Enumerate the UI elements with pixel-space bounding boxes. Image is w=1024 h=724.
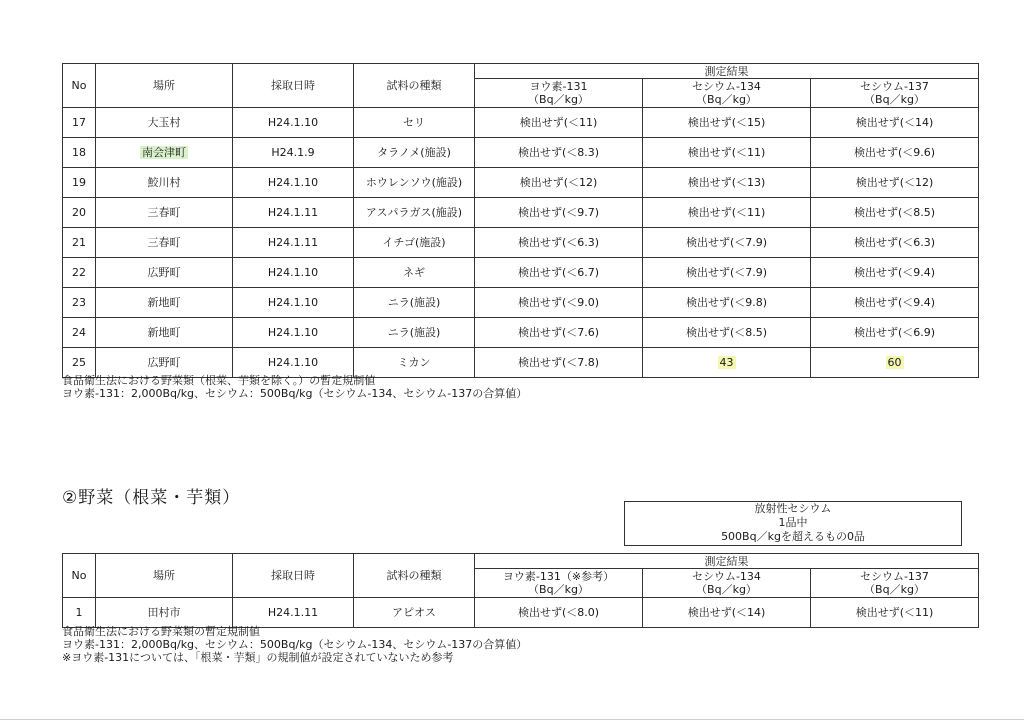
header-i131 [475,569,643,598]
cell-no: 17 [63,108,96,138]
cell-i131: 検出せず(＜12) [475,168,643,198]
cell-sample: ネギ [354,258,475,288]
cell-cs137 [811,348,979,378]
note-line: ヨウ素-131：2,000Bq/kg、セシウム：500Bq/kg（セシウム-134、セシウム-137の合算値） [62,638,528,651]
cell-i131: 検出せず(＜9.7) [475,198,643,228]
note-line: ※ヨウ素-131については、「根菜・芋類」の規制値が設定されていないため参考 [62,651,454,664]
cell-cs134: 検出せず(＜13) [643,168,811,198]
cell-cs137: 検出せず(＜6.9) [811,318,979,348]
cell-date: H24.1.11 [233,198,354,228]
header-place: 場所 [96,64,233,108]
summary-line: 500Bq／kgを超えるもの0品 [721,530,865,543]
cell-no: 20 [63,198,96,228]
header-date: 採取日時 [233,64,354,108]
header-i131-unit: （Bq／kg） [528,93,589,106]
cell-no: 19 [63,168,96,198]
cell-no: 23 [63,288,96,318]
cell-i131: 検出せず(＜6.3) [475,228,643,258]
cell-sample: ホウレンソウ(施設) [354,168,475,198]
header-result: 測定結果 [475,554,979,569]
header-cs134-label: セシウム-134 [692,80,761,93]
cell-date: H24.1.10 [233,288,354,318]
cell-date: H24.1.10 [233,318,354,348]
header-no: No [63,554,96,598]
table-row [63,168,979,198]
cell-cs134: 検出せず(＜7.9) [643,258,811,288]
cell-date: H24.1.11 [233,598,354,628]
cell-sample: セリ [354,108,475,138]
cell-place: 新地町 [96,318,233,348]
cell-sample: タラノメ(施設) [354,138,475,168]
header-i131-unit: （Bq／kg） [528,583,589,596]
cell-place: 新地町 [96,288,233,318]
cell-cs137: 検出せず(＜9.6) [811,138,979,168]
cell-cs134 [643,348,811,378]
header-cs134 [643,79,811,108]
cell-sample: ニラ(施設) [354,288,475,318]
cell-i131: 検出せず(＜11) [475,108,643,138]
header-cs134-unit: （Bq／kg） [696,93,757,106]
header-i131-label: ヨウ素-131 [529,80,588,93]
header-date: 採取日時 [233,554,354,598]
header-cs134-label: セシウム-134 [692,570,761,583]
header-i131 [475,79,643,108]
cell-no: 25 [63,348,96,378]
cell-date: H24.1.10 [233,108,354,138]
detected-value: 60 [887,356,902,369]
cell-i131: 検出せず(＜8.0) [475,598,643,628]
page-divider [0,719,1024,720]
highlighted-place: 南会津町 [142,146,186,159]
cell-place [96,138,233,168]
summary-line: 1品中 [778,516,808,529]
cell-cs137: 検出せず(＜6.3) [811,228,979,258]
summary-box [624,501,962,546]
cell-i131: 検出せず(＜7.8) [475,348,643,378]
cell-cs134: 検出せず(＜14) [643,598,811,628]
header-cs134 [643,569,811,598]
cell-cs134: 検出せず(＜11) [643,138,811,168]
cell-date: H24.1.11 [233,228,354,258]
cell-sample: イチゴ(施設) [354,228,475,258]
table-row [63,288,979,318]
header-cs137-label: セシウム-137 [860,570,929,583]
cell-sample: ニラ(施設) [354,318,475,348]
note-line: 食品衛生法における野菜類（根菜、芋類を除く。）の暫定規制値 [62,374,376,387]
cell-no: 22 [63,258,96,288]
cell-place: 広野町 [96,348,233,378]
cell-cs137: 検出せず(＜8.5) [811,198,979,228]
cell-date: H24.1.10 [233,168,354,198]
header-cs137-unit: （Bq／kg） [864,583,925,596]
cell-cs137: 検出せず(＜9.4) [811,258,979,288]
table-row [63,108,979,138]
cell-place: 三春町 [96,228,233,258]
cell-date: H24.1.10 [233,258,354,288]
section-heading: ②野菜（根菜・芋類） [62,488,241,508]
cell-cs134: 検出せず(＜15) [643,108,811,138]
cell-cs137: 検出せず(＜14) [811,108,979,138]
header-sample: 試料の種類 [354,64,475,108]
table-row [63,138,979,168]
note-line: 食品衛生法における野菜類の暫定規制値 [62,625,260,638]
header-cs137-unit: （Bq／kg） [864,93,925,106]
header-result: 測定結果 [475,64,979,79]
cell-place: 大玉村 [96,108,233,138]
cell-i131: 検出せず(＜6.7) [475,258,643,288]
cell-cs134: 検出せず(＜7.9) [643,228,811,258]
header-i131-label: ヨウ素-131（※参考） [502,570,615,583]
cell-cs137: 検出せず(＜11) [811,598,979,628]
summary-line: 放射性セシウム [754,502,832,515]
note-line: ヨウ素-131：2,000Bq/kg、セシウム：500Bq/kg（セシウム-134、セシウム-137の合算値） [62,387,528,400]
header-row [63,554,979,569]
table-row [63,318,979,348]
cell-sample: アピオス [354,598,475,628]
cell-sample: アスパラガス(施設) [354,198,475,228]
table-row [63,228,979,258]
cell-place: 三春町 [96,198,233,228]
cell-sample: ミカン [354,348,475,378]
cell-no: 1 [63,598,96,628]
header-cs137-label: セシウム-137 [860,80,929,93]
detected-value: 43 [719,356,734,369]
cell-no: 21 [63,228,96,258]
header-place: 場所 [96,554,233,598]
header-cs137 [811,79,979,108]
cell-no: 24 [63,318,96,348]
cell-cs134: 検出せず(＜8.5) [643,318,811,348]
cell-date: H24.1.9 [233,138,354,168]
cell-date: H24.1.10 [233,348,354,378]
cell-i131: 検出せず(＜8.3) [475,138,643,168]
header-sample: 試料の種類 [354,554,475,598]
table-row [63,198,979,228]
cell-no: 18 [63,138,96,168]
header-cs137 [811,569,979,598]
header-cs134-unit: （Bq／kg） [696,583,757,596]
cell-place: 広野町 [96,258,233,288]
table-row [63,258,979,288]
results-table-1 [62,63,979,378]
header-row [63,64,979,79]
cell-cs134: 検出せず(＜11) [643,198,811,228]
cell-cs137: 検出せず(＜12) [811,168,979,198]
table-row [63,598,979,628]
header-no: No [63,64,96,108]
cell-i131: 検出せず(＜7.6) [475,318,643,348]
cell-i131: 検出せず(＜9.0) [475,288,643,318]
cell-cs137: 検出せず(＜9.4) [811,288,979,318]
cell-cs134: 検出せず(＜9.8) [643,288,811,318]
table-row [63,348,979,378]
cell-place: 鮫川村 [96,168,233,198]
cell-place: 田村市 [96,598,233,628]
results-table-2 [62,553,979,628]
